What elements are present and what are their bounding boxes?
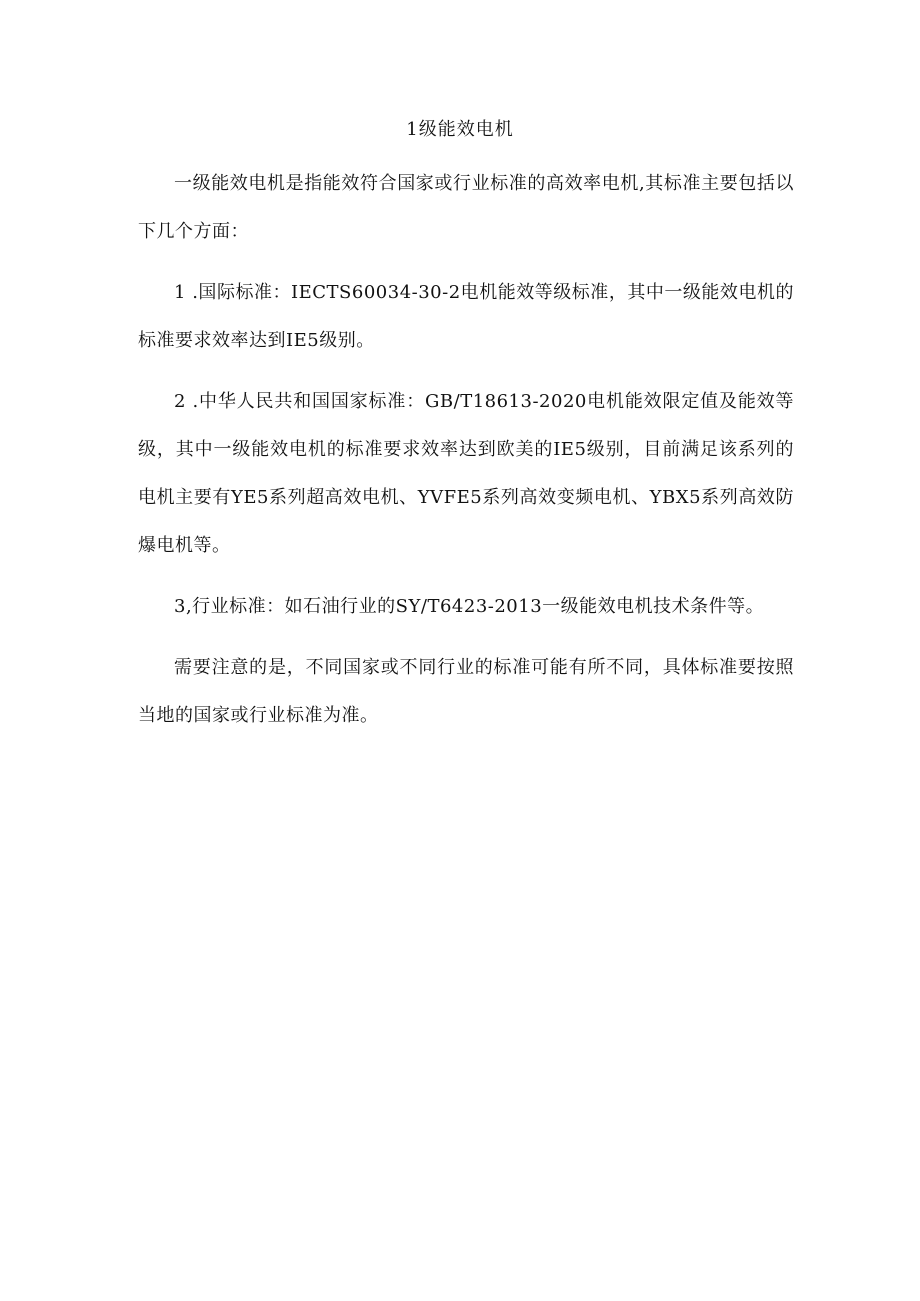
- document-body: [138, 160, 794, 753]
- paragraph-intro: 一级能效电机是指能效符合国家或行业标准的高效率电机,其标准主要包括以下几个方面：: [138, 173, 794, 242]
- paragraph-national-standard: 2 .中华人民共和国国家标准：GB/T18613-2020电机能效限定值及能效等级，其中一级能效电机的标准要求效率达到欧美的IE5级别，目前满足该系列的电机主要有YE5系列超高效电机、YVFE5系列高效变频电机、YBX5系列高效防爆电机等。: [138, 391, 794, 556]
- paragraph-industry-standard: 3,行业标准：如石油行业的SY/T6423-2013一级能效电机技术条件等。: [174, 596, 765, 617]
- paragraph-note: 需要注意的是，不同国家或不同行业的标准可能有所不同，具体标准要按照当地的国家或行业标准为准。: [138, 657, 794, 726]
- document-title: 1级能效电机: [406, 119, 514, 140]
- paragraph-international-standard: 1 .国际标准：IECTS60034-30-2电机能效等级标准，其中一级能效电机的标准要求效率达到IE5级别。: [138, 282, 794, 351]
